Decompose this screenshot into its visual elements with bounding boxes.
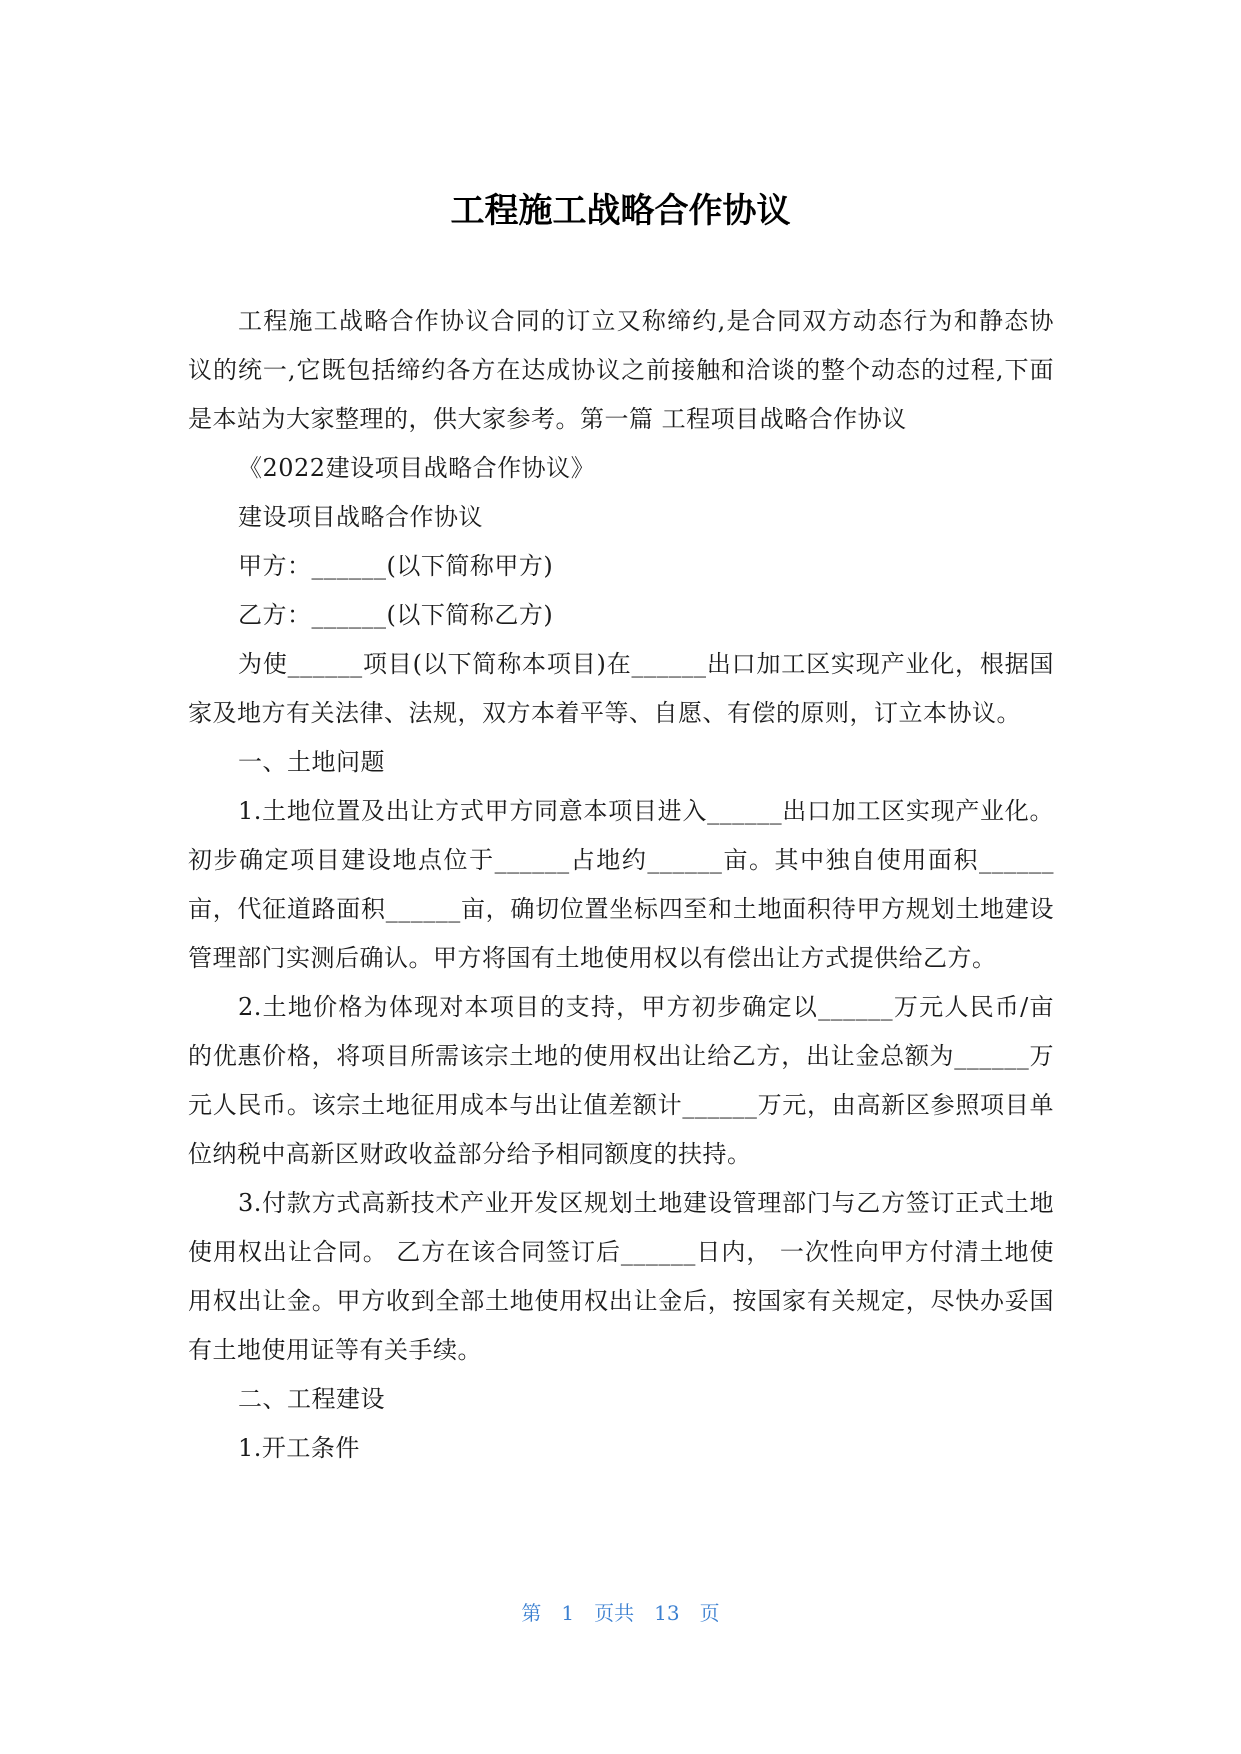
paragraph-land-price: 2.土地价格为体现对本项目的支持，甲方初步确定以______万元人民币/亩的优惠价格，将项目所需该宗土地的使用权出让给乙方，出让金总额为______万元人民币。该宗土地征用成本与出让值差额计______万元，由高新区参照项目单位纳税中高新区财政收益部分给予相同额度的扶持。 <box>188 993 1054 1168</box>
paragraph-agreement-name: 《2022建设项目战略合作协议》 <box>238 454 596 482</box>
paragraph-party-b: 乙方：______(以下简称乙方) <box>238 601 554 629</box>
document-body <box>188 297 1054 1473</box>
footer-page-number: 1 <box>561 1601 575 1625</box>
paragraph-start-conditions: 1.开工条件 <box>238 1434 360 1462</box>
document-title: 工程施工战略合作协议 <box>450 191 791 231</box>
paragraph-land-location: 1.土地位置及出让方式甲方同意本项目进入______出口加工区实现产业化。初步确定项目建设地点位于______占地约______亩。其中独自使用面积______亩，代征道路面积______亩，确切位置坐标四至和土地面积待甲方规划土地建设管理部门实测后确认。甲方将国有土地使用权以有偿出让方式提供给乙方。 <box>188 797 1054 972</box>
section-heading-land: 一、土地问题 <box>238 748 385 776</box>
footer-page-suffix: 页 <box>699 1601 720 1625</box>
paragraph-party-a: 甲方：______(以下简称甲方) <box>238 552 554 580</box>
paragraph-purpose: 为使______项目(以下简称本项目)在______出口加工区实现产业化，根据国家及地方有关法律、法规，双方本着平等、自愿、有偿的原则，订立本协议。 <box>188 650 1054 727</box>
footer-total-pages: 13 <box>654 1601 680 1625</box>
page-footer <box>0 1597 1241 1626</box>
paragraph-payment-method: 3.付款方式高新技术产业开发区规划土地建设管理部门与乙方签订正式土地使用权出让合同。 乙方在该合同签订后______日内， 一次性向甲方付清土地使用权出让金。甲方收到全部土地使用权出让金后，按国家有关规定，尽快办妥国有土地使用证等有关手续。 <box>188 1189 1054 1364</box>
section-heading-construction: 二、工程建设 <box>238 1385 385 1413</box>
footer-page-prefix: 第 <box>521 1601 542 1625</box>
paragraph-intro: 工程施工战略合作协议合同的订立又称缔约,是合同双方动态行为和静态协议的统一,它既包括缔约各方在达成协议之前接触和洽谈的整个动态的过程,下面是本站为大家整理的，供大家参考。第一篇 工程项目战略合作协议 <box>188 307 1054 433</box>
paragraph-subtitle: 建设项目战略合作协议 <box>238 503 483 531</box>
footer-page-middle: 页共 <box>594 1601 635 1625</box>
